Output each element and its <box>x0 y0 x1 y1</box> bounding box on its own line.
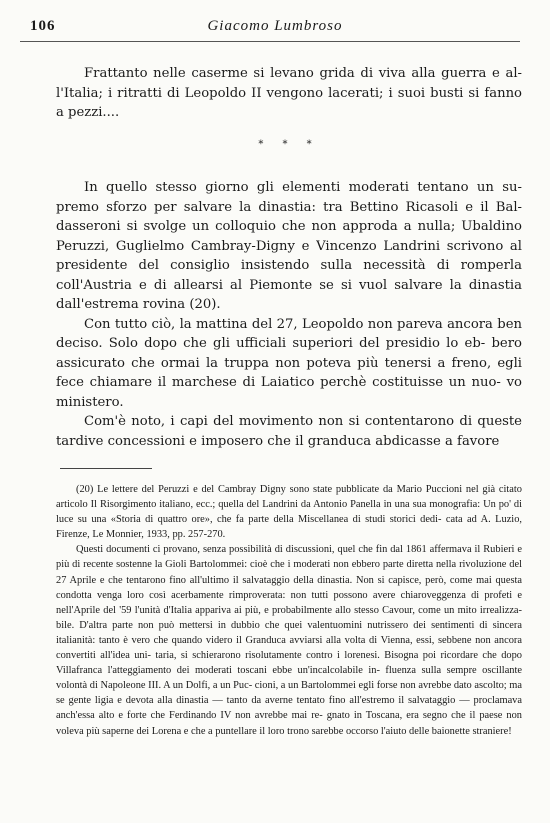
footnote-rule <box>60 468 152 469</box>
main-text <box>56 64 522 451</box>
running-title: Giacomo Lumbroso <box>207 18 343 34</box>
section-separator: * * * <box>258 138 320 150</box>
paragraph-3: Con tutto ciò, la mattina del 27, Leopoldo non pareva ancora ben deciso. Solo dopo che gli ufficiali superiori del presidio lo eb- bero assicurato che ormai la truppa non poteva più tenersi a freno, egli fece chiamare il marchese di Laiatico perchè costituisse un nuo- vo ministero. <box>56 316 522 410</box>
paragraph-1: Frattanto nelle caserme si levano grida di viva alla guerra e al- l'Italia; i ritratti di Leopoldo II vengono lacerati; i suoi busti si fanno a pezzi.... <box>56 66 522 120</box>
footnote-20: (20) Le lettere del Peruzzi e del Cambray Digny sono state pubblicate da Mario Puccioni nel già citato articolo Il Risorgimento italiano, ecc.; quella del Landrini da Antonio Panella in una sua monografia: Un po' di luce su una «Storia di quattro ore», che fa parte della Miscellanea di studi storici dedi- cata ad A. Luzio, Firenze, Le Monnier, 1933, pp. 257-270. <box>56 484 522 541</box>
footnotes <box>56 482 522 739</box>
header-rule <box>20 41 520 42</box>
page-number: 106 <box>30 18 56 34</box>
page-header <box>20 18 530 38</box>
footnote-20-continued: Questi documenti ci provano, senza possibilità di discussioni, quel che fin dal 1861 affermava il Rubieri e più di recente sostenne la Gioli Bartolommei: cioè che i moderati non ebbero parte diretta nella rivoluzione del 27 Aprile e che tentarono fino all'ultimo il salvataggio della dinastia. Non si capisce, però, come mai questa condotta venga loro così acerbamente rimproverata: non tutti possono avere chiaroveggenza di profeti e nell'Aprile del '59 l'unità d'Italia appariva ai più, e probabilmente allo stesso Cavour, come un mito irrealizza- bile. D'altra parte non può mettersi in dubbio che quei valentuomini nutrissero dei sentimenti di sincera italianità: tanto è vero che quando videro il Granduca avviarsi alla volta di Vienna, essi, sebbene non ancora convertiti all'idea uni- taria, si schierarono risolutamente contro i lorenesi. Bisogna poi ricordare che dopo Villafranca l'atteggiamento dei moderati toscani ebbe un'incalcolabile in- fluenza sulla sempre oscillante volontà di Napoleone III. A un Dolfi, a un Puc- cioni, a un Bartolommei egli forse non avrebbe dato ascolto; ma se gente ligia e devota alla dinastia — tanto da averne tentato fino all'estremo il salvataggio — proclamava anch'essa alto e forte che Ferdinando IV non avrebbe mai re- gnato in Toscana, era segno che il paese non voleva più saperne dei Lorena e che a puntellare il loro trono sarebbe occorso l'aiuto delle baionette straniere! <box>56 544 522 737</box>
paragraph-4: Com'è noto, i capi del movimento non si contentarono di queste tardive concessioni e imposero che il granduca abdicasse a favore <box>56 414 522 449</box>
paragraph-2: In quello stesso giorno gli elementi moderati tentano un su- premo sforzo per salvare la dinastia: tra Bettino Ricasoli e il Bal- dasseroni si svolge un colloquio che non approda a nulla; Ubaldino Peruzzi, Guglielmo Cambray-Digny e Vincenzo Landrini scrivono al presidente del consiglio insistendo sulla necessità di romperla coll'Austria e di allearsi al Piemonte se si vuol salvare la dinastia dall'estrema rovina (20). <box>56 180 522 312</box>
